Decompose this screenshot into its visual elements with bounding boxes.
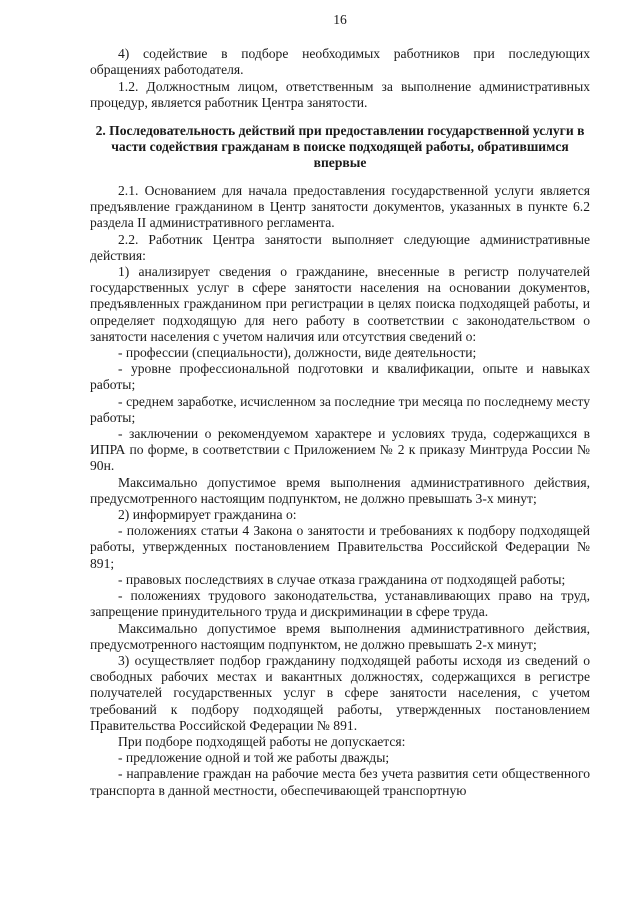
paragraph: 2) информирует гражданина о: bbox=[118, 507, 297, 523]
list-item: - уровне профессиональной подготовки и квалификации, опыте и навыках работы; bbox=[90, 361, 590, 393]
paragraph: 1) анализирует сведения о гражданине, внесенные в регистр получателей государственных услуг в сфере занятости населения на основании документов, предъявленных гражданином при регистрации в целях поиска подходящей работы, и определяет подходящую для него работу в соответствии с законодательством о занятости населения с учетом наличия или отсутствия сведений о: bbox=[90, 264, 590, 344]
document-page bbox=[90, 12, 590, 799]
list-item: - предложение одной и той же работы дважды; bbox=[118, 750, 390, 766]
paragraph: 4) содействие в подборе необходимых работников при последующих обращениях работодателя. bbox=[90, 46, 590, 78]
paragraph: 3) осуществляет подбор гражданину подходящей работы исходя из сведений о свободных рабочих местах и вакантных должностях, содержащихся в регистре получателей государственных услуг в сфере занятости населения, с учетом требований к подбору подходящей работы, утвержденных постановлением Правительства Российской Федерации № 891. bbox=[90, 652, 590, 733]
paragraph: Максимально допустимое время выполнения административного действия, предусмотренного настоящим подпунктом, не должно превышать 2-х минут; bbox=[90, 620, 590, 652]
list-item: - среднем заработке, исчисленном за последние три месяца по последнему месту работы; bbox=[90, 393, 590, 425]
paragraph: 1.2. Должностным лицом, ответственным за выполнение административных процедур, является работник Центра занятости. bbox=[90, 78, 590, 110]
paragraph: При подборе подходящей работы не допускается: bbox=[118, 733, 406, 749]
paragraph: 2.2. Работник Центра занятости выполняет следующие административные действия: bbox=[90, 231, 590, 263]
list-item: - положениях трудового законодательства, устанавливающих право на труд, запрещение принудительного труда и дискриминации в сфере труда. bbox=[90, 588, 590, 620]
list-item: - правовых последствиях в случае отказа гражданина от подходящей работы; bbox=[118, 571, 566, 587]
list-item: - профессии (специальности), должности, виде деятельности; bbox=[118, 345, 477, 361]
list-item: - заключении о рекомендуемом характере и условиях труда, содержащихся в ИПРА по форме, в соответствии с Приложением № 2 к приказу Минтруда России № 90н. bbox=[90, 426, 590, 474]
paragraph: Максимально допустимое время выполнения административного действия, предусмотренного настоящим подпунктом, не должно превышать 3-х минут; bbox=[90, 474, 590, 506]
list-item: - направление граждан на рабочие места без учета развития сети общественного транспорта в данной местности, обеспечивающей транспортную bbox=[90, 766, 590, 798]
section-heading: 2. Последовательность действий при предоставлении государственной услуги в части содействия гражданам в поиске подходящей работы, обратившимся впервые bbox=[95, 123, 585, 171]
paragraph: 2.1. Основанием для начала предоставления государственной услуги является предъявление гражданином в Центр занятости документов, указанных в пункте 6.2 раздела II административного регламента. bbox=[90, 183, 590, 231]
page-number: 16 bbox=[333, 12, 347, 27]
list-item: - положениях статьи 4 Закона о занятости и требованиях к подбору подходящей работы, утвержденных постановлением Правительства Российской Федерации № 891; bbox=[90, 523, 590, 571]
